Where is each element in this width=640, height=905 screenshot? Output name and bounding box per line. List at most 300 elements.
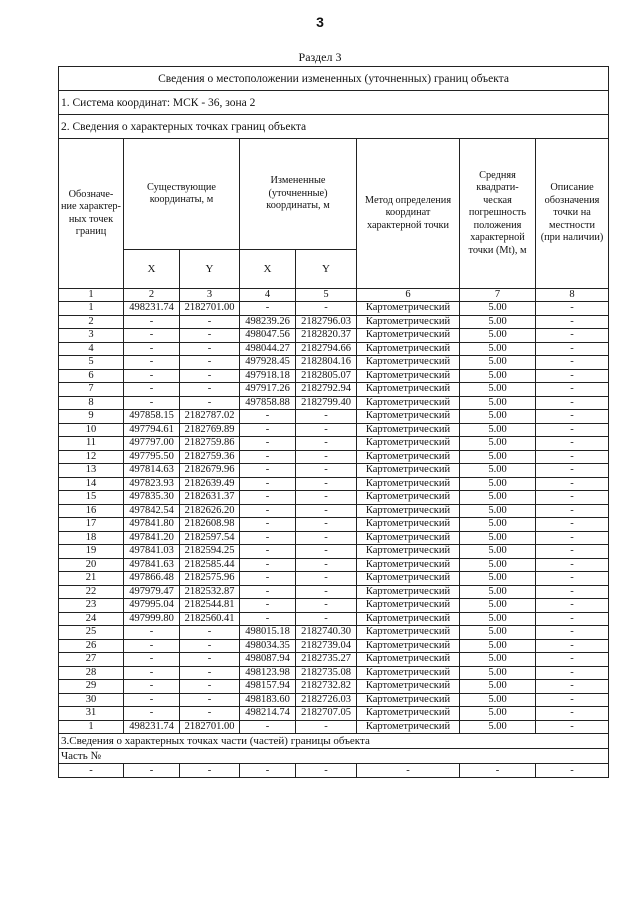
cell-point-id: 30 bbox=[59, 693, 124, 707]
cell-description: - bbox=[536, 585, 609, 599]
header-method: Метод определения координат характерной точки bbox=[357, 139, 460, 289]
cell-point-id: 15 bbox=[59, 491, 124, 505]
column-number: 3 bbox=[180, 289, 240, 302]
cell-existing-x: - bbox=[124, 666, 180, 680]
cell-description: - bbox=[536, 545, 609, 559]
cell-point-id: 19 bbox=[59, 545, 124, 559]
cell-accuracy: 5.00 bbox=[460, 666, 536, 680]
table-row bbox=[59, 423, 609, 437]
header-accuracy: Средняя квадрати-ческая погрешность положения характерной точки (Mt), м bbox=[460, 139, 536, 289]
cell-accuracy: 5.00 bbox=[460, 329, 536, 343]
table-row bbox=[59, 342, 609, 356]
cell-changed-y: - bbox=[296, 572, 357, 586]
cell-changed-y: 2182804.16 bbox=[296, 356, 357, 370]
cell-changed-x: 497917.26 bbox=[240, 383, 296, 397]
cell-empty: - bbox=[124, 764, 180, 778]
cell-existing-x: - bbox=[124, 329, 180, 343]
cell-point-id: 16 bbox=[59, 504, 124, 518]
cell-method: Картометрический bbox=[357, 531, 460, 545]
coord-system: 1. Система координат: МСК - 36, зона 2 bbox=[59, 91, 609, 115]
cell-point-id: 12 bbox=[59, 450, 124, 464]
table-row bbox=[59, 396, 609, 410]
cell-accuracy: 5.00 bbox=[460, 504, 536, 518]
cell-changed-y: 2182794.66 bbox=[296, 342, 357, 356]
cell-method: Картометрический bbox=[357, 356, 460, 370]
cell-changed-y: - bbox=[296, 423, 357, 437]
cell-accuracy: 5.00 bbox=[460, 315, 536, 329]
cell-point-id: 29 bbox=[59, 680, 124, 694]
cell-accuracy: 5.00 bbox=[460, 518, 536, 532]
cell-existing-x: - bbox=[124, 342, 180, 356]
cell-changed-y: 2182799.40 bbox=[296, 396, 357, 410]
cell-method: Картометрический bbox=[357, 572, 460, 586]
cell-changed-x: 497918.18 bbox=[240, 369, 296, 383]
cell-point-id: 20 bbox=[59, 558, 124, 572]
cell-accuracy: 5.00 bbox=[460, 450, 536, 464]
cell-description: - bbox=[536, 464, 609, 478]
cell-changed-x: - bbox=[240, 302, 296, 316]
cell-description: - bbox=[536, 491, 609, 505]
cell-changed-x: - bbox=[240, 423, 296, 437]
cell-point-id: 1 bbox=[59, 720, 124, 734]
table-row bbox=[59, 693, 609, 707]
table-row bbox=[59, 680, 609, 694]
cell-changed-y: - bbox=[296, 518, 357, 532]
parts-heading: 3.Сведения о характерных точках части (частей) границы объекта bbox=[59, 734, 609, 749]
cell-method: Картометрический bbox=[357, 599, 460, 613]
cell-point-id: 9 bbox=[59, 410, 124, 424]
header-changed: Измененные (уточненные) координаты, м bbox=[240, 139, 357, 250]
cell-existing-x: - bbox=[124, 707, 180, 721]
cell-accuracy: 5.00 bbox=[460, 356, 536, 370]
cell-accuracy: 5.00 bbox=[460, 423, 536, 437]
cell-accuracy: 5.00 bbox=[460, 477, 536, 491]
cell-changed-x: 498015.18 bbox=[240, 626, 296, 640]
cell-method: Картометрический bbox=[357, 518, 460, 532]
cell-changed-x: - bbox=[240, 585, 296, 599]
cell-changed-y: 2182739.04 bbox=[296, 639, 357, 653]
cell-existing-x: 498231.74 bbox=[124, 720, 180, 734]
cell-changed-y: 2182805.07 bbox=[296, 369, 357, 383]
cell-existing-y: 2182560.41 bbox=[180, 612, 240, 626]
cell-existing-y: 2182759.36 bbox=[180, 450, 240, 464]
cell-existing-x: 497995.04 bbox=[124, 599, 180, 613]
header-changed-y: Y bbox=[296, 250, 357, 289]
cell-point-id: 26 bbox=[59, 639, 124, 653]
cell-changed-y: 2182792.94 bbox=[296, 383, 357, 397]
cell-existing-y: 2182759.86 bbox=[180, 437, 240, 451]
cell-empty: - bbox=[180, 764, 240, 778]
cell-method: Картометрический bbox=[357, 383, 460, 397]
cell-description: - bbox=[536, 707, 609, 721]
cell-existing-y: - bbox=[180, 626, 240, 640]
cell-method: Картометрический bbox=[357, 396, 460, 410]
cell-accuracy: 5.00 bbox=[460, 585, 536, 599]
cell-accuracy: 5.00 bbox=[460, 572, 536, 586]
cell-existing-y: 2182585.44 bbox=[180, 558, 240, 572]
cell-point-id: 27 bbox=[59, 653, 124, 667]
cell-changed-y: - bbox=[296, 450, 357, 464]
cell-accuracy: 5.00 bbox=[460, 612, 536, 626]
cell-description: - bbox=[536, 612, 609, 626]
cell-existing-x: 497842.54 bbox=[124, 504, 180, 518]
cell-method: Картометрический bbox=[357, 626, 460, 640]
cell-changed-x: - bbox=[240, 464, 296, 478]
cell-existing-x: - bbox=[124, 653, 180, 667]
cell-accuracy: 5.00 bbox=[460, 396, 536, 410]
cell-method: Картометрический bbox=[357, 410, 460, 424]
cell-existing-x: - bbox=[124, 693, 180, 707]
cell-changed-y: - bbox=[296, 491, 357, 505]
cell-existing-y: 2182701.00 bbox=[180, 302, 240, 316]
cell-existing-y: - bbox=[180, 666, 240, 680]
cell-changed-y: - bbox=[296, 302, 357, 316]
cell-empty: - bbox=[296, 764, 357, 778]
cell-method: Картометрический bbox=[357, 302, 460, 316]
cell-changed-x: 498214.74 bbox=[240, 707, 296, 721]
table-row bbox=[59, 477, 609, 491]
cell-existing-x: 497795.50 bbox=[124, 450, 180, 464]
cell-point-id: 28 bbox=[59, 666, 124, 680]
cell-accuracy: 5.00 bbox=[460, 653, 536, 667]
cell-method: Картометрический bbox=[357, 437, 460, 451]
cell-changed-x: - bbox=[240, 477, 296, 491]
cell-description: - bbox=[536, 302, 609, 316]
cell-changed-x: 498034.35 bbox=[240, 639, 296, 653]
cell-existing-y: - bbox=[180, 693, 240, 707]
cell-existing-y: 2182769.89 bbox=[180, 423, 240, 437]
cell-changed-x: - bbox=[240, 720, 296, 734]
cell-accuracy: 5.00 bbox=[460, 302, 536, 316]
table-row bbox=[59, 315, 609, 329]
cell-point-id: 3 bbox=[59, 329, 124, 343]
cell-changed-y: - bbox=[296, 477, 357, 491]
cell-description: - bbox=[536, 410, 609, 424]
cell-point-id: 7 bbox=[59, 383, 124, 397]
table-row bbox=[59, 464, 609, 478]
header-existing-x: X bbox=[124, 250, 180, 289]
header-changed-x: X bbox=[240, 250, 296, 289]
table-row bbox=[59, 707, 609, 721]
table-row bbox=[59, 329, 609, 343]
cell-accuracy: 5.00 bbox=[460, 369, 536, 383]
table-row bbox=[59, 491, 609, 505]
cell-changed-x: 498239.26 bbox=[240, 315, 296, 329]
cell-accuracy: 5.00 bbox=[460, 720, 536, 734]
cell-existing-y: - bbox=[180, 707, 240, 721]
table-row bbox=[59, 410, 609, 424]
cell-existing-x: - bbox=[124, 315, 180, 329]
cell-existing-x: 497797.00 bbox=[124, 437, 180, 451]
cell-point-id: 14 bbox=[59, 477, 124, 491]
cell-changed-x: - bbox=[240, 531, 296, 545]
cell-point-id: 8 bbox=[59, 396, 124, 410]
cell-existing-x: - bbox=[124, 639, 180, 653]
cell-method: Картометрический bbox=[357, 477, 460, 491]
cell-accuracy: 5.00 bbox=[460, 383, 536, 397]
cell-empty: - bbox=[460, 764, 536, 778]
cell-method: Картометрический bbox=[357, 707, 460, 721]
cell-accuracy: 5.00 bbox=[460, 680, 536, 694]
cell-changed-y: - bbox=[296, 504, 357, 518]
points-heading: 2. Сведения о характерных точках границ объекта bbox=[59, 115, 609, 139]
cell-description: - bbox=[536, 504, 609, 518]
cell-existing-y: 2182679.96 bbox=[180, 464, 240, 478]
cell-existing-y: 2182639.49 bbox=[180, 477, 240, 491]
cell-description: - bbox=[536, 720, 609, 734]
cell-existing-y: - bbox=[180, 356, 240, 370]
cell-description: - bbox=[536, 396, 609, 410]
cell-accuracy: 5.00 bbox=[460, 693, 536, 707]
cell-method: Картометрический bbox=[357, 450, 460, 464]
cell-point-id: 2 bbox=[59, 315, 124, 329]
cell-existing-x: - bbox=[124, 626, 180, 640]
cell-description: - bbox=[536, 653, 609, 667]
cell-changed-y: - bbox=[296, 545, 357, 559]
cell-changed-x: - bbox=[240, 504, 296, 518]
cell-changed-y: 2182735.27 bbox=[296, 653, 357, 667]
cell-description: - bbox=[536, 518, 609, 532]
cell-existing-y: 2182626.20 bbox=[180, 504, 240, 518]
cell-point-id: 6 bbox=[59, 369, 124, 383]
cell-accuracy: 5.00 bbox=[460, 558, 536, 572]
cell-existing-y: 2182594.25 bbox=[180, 545, 240, 559]
cell-method: Картометрический bbox=[357, 653, 460, 667]
cell-point-id: 5 bbox=[59, 356, 124, 370]
cell-method: Картометрический bbox=[357, 558, 460, 572]
cell-existing-x: 497835.30 bbox=[124, 491, 180, 505]
cell-description: - bbox=[536, 423, 609, 437]
cell-accuracy: 5.00 bbox=[460, 599, 536, 613]
column-numbers-row bbox=[59, 289, 609, 302]
table-row bbox=[59, 639, 609, 653]
cell-description: - bbox=[536, 531, 609, 545]
cell-description: - bbox=[536, 626, 609, 640]
cell-description: - bbox=[536, 680, 609, 694]
cell-existing-y: 2182575.96 bbox=[180, 572, 240, 586]
table-row bbox=[59, 518, 609, 532]
cell-existing-x: 497814.63 bbox=[124, 464, 180, 478]
cell-description: - bbox=[536, 383, 609, 397]
cell-changed-x: - bbox=[240, 437, 296, 451]
cell-existing-x: 497999.80 bbox=[124, 612, 180, 626]
cell-changed-x: - bbox=[240, 518, 296, 532]
cell-changed-x: 498123.98 bbox=[240, 666, 296, 680]
cell-existing-y: - bbox=[180, 315, 240, 329]
cell-point-id: 18 bbox=[59, 531, 124, 545]
cell-existing-y: 2182701.00 bbox=[180, 720, 240, 734]
table-row bbox=[59, 302, 609, 316]
table-row bbox=[59, 626, 609, 640]
cell-changed-x: - bbox=[240, 599, 296, 613]
cell-point-id: 24 bbox=[59, 612, 124, 626]
cell-changed-y: 2182732.82 bbox=[296, 680, 357, 694]
header-description: Описание обозначения точки на местности (при наличии) bbox=[536, 139, 609, 289]
cell-changed-x: - bbox=[240, 545, 296, 559]
cell-existing-y: - bbox=[180, 342, 240, 356]
cell-changed-x: 497928.45 bbox=[240, 356, 296, 370]
cell-description: - bbox=[536, 356, 609, 370]
cell-changed-x: - bbox=[240, 612, 296, 626]
cell-existing-y: - bbox=[180, 680, 240, 694]
cell-changed-y: 2182726.03 bbox=[296, 693, 357, 707]
table-row bbox=[59, 572, 609, 586]
part-label: Часть № bbox=[59, 749, 609, 764]
column-number: 6 bbox=[357, 289, 460, 302]
cell-existing-x: 497841.03 bbox=[124, 545, 180, 559]
cell-accuracy: 5.00 bbox=[460, 626, 536, 640]
table-row bbox=[59, 531, 609, 545]
cell-changed-y: 2182820.37 bbox=[296, 329, 357, 343]
cell-changed-y: - bbox=[296, 437, 357, 451]
cell-accuracy: 5.00 bbox=[460, 639, 536, 653]
table-row bbox=[59, 450, 609, 464]
cell-point-id: 4 bbox=[59, 342, 124, 356]
table-row bbox=[59, 653, 609, 667]
column-number: 4 bbox=[240, 289, 296, 302]
column-number: 8 bbox=[536, 289, 609, 302]
table-row bbox=[59, 437, 609, 451]
cell-description: - bbox=[536, 369, 609, 383]
table-title: Сведения о местоположении измененных (уточненных) границ объекта bbox=[59, 67, 609, 91]
cell-existing-x: - bbox=[124, 680, 180, 694]
cell-existing-x: 497823.93 bbox=[124, 477, 180, 491]
cell-method: Картометрический bbox=[357, 504, 460, 518]
column-number: 5 bbox=[296, 289, 357, 302]
table-row bbox=[59, 720, 609, 734]
cell-existing-x: 497841.63 bbox=[124, 558, 180, 572]
header-existing: Существующие координаты, м bbox=[124, 139, 240, 250]
cell-existing-x: 498231.74 bbox=[124, 302, 180, 316]
cell-method: Картометрический bbox=[357, 720, 460, 734]
cell-changed-y: - bbox=[296, 599, 357, 613]
cell-description: - bbox=[536, 329, 609, 343]
cell-changed-x: - bbox=[240, 558, 296, 572]
table-row bbox=[59, 369, 609, 383]
cell-changed-y: - bbox=[296, 410, 357, 424]
cell-changed-x: 498087.94 bbox=[240, 653, 296, 667]
table-row bbox=[59, 504, 609, 518]
cell-existing-y: - bbox=[180, 369, 240, 383]
section-label: Раздел 3 bbox=[298, 50, 342, 64]
table-row bbox=[59, 585, 609, 599]
cell-changed-x: - bbox=[240, 572, 296, 586]
cell-existing-x: 497979.47 bbox=[124, 585, 180, 599]
cell-method: Картометрический bbox=[357, 315, 460, 329]
cell-point-id: 25 bbox=[59, 626, 124, 640]
cell-existing-x: 497866.48 bbox=[124, 572, 180, 586]
cell-point-id: 31 bbox=[59, 707, 124, 721]
cell-description: - bbox=[536, 450, 609, 464]
cell-description: - bbox=[536, 558, 609, 572]
cell-method: Картометрический bbox=[357, 666, 460, 680]
table-row bbox=[59, 599, 609, 613]
cell-description: - bbox=[536, 477, 609, 491]
table-row bbox=[59, 612, 609, 626]
table-row bbox=[59, 545, 609, 559]
cell-changed-x: 497858.88 bbox=[240, 396, 296, 410]
table-row bbox=[59, 356, 609, 370]
table-row bbox=[59, 558, 609, 572]
cell-existing-y: 2182544.81 bbox=[180, 599, 240, 613]
cell-existing-x: - bbox=[124, 356, 180, 370]
cell-empty: - bbox=[240, 764, 296, 778]
cell-method: Картометрический bbox=[357, 423, 460, 437]
cell-changed-x: - bbox=[240, 410, 296, 424]
cell-changed-y: - bbox=[296, 612, 357, 626]
cell-method: Картометрический bbox=[357, 491, 460, 505]
cell-existing-x: 497841.20 bbox=[124, 531, 180, 545]
column-number: 7 bbox=[460, 289, 536, 302]
cell-empty: - bbox=[59, 764, 124, 778]
page-number: 3 bbox=[316, 14, 324, 30]
cell-point-id: 21 bbox=[59, 572, 124, 586]
cell-description: - bbox=[536, 599, 609, 613]
cell-existing-x: 497841.80 bbox=[124, 518, 180, 532]
cell-changed-y: - bbox=[296, 464, 357, 478]
cell-accuracy: 5.00 bbox=[460, 545, 536, 559]
cell-existing-y: 2182787.02 bbox=[180, 410, 240, 424]
cell-existing-y: - bbox=[180, 653, 240, 667]
cell-accuracy: 5.00 bbox=[460, 464, 536, 478]
table-row bbox=[59, 383, 609, 397]
cell-existing-x: - bbox=[124, 383, 180, 397]
cell-changed-x: 498047.56 bbox=[240, 329, 296, 343]
cell-changed-y: - bbox=[296, 720, 357, 734]
cell-method: Картометрический bbox=[357, 464, 460, 478]
boundary-table bbox=[58, 66, 609, 778]
cell-existing-y: - bbox=[180, 329, 240, 343]
cell-empty: - bbox=[536, 764, 609, 778]
cell-changed-x: 498157.94 bbox=[240, 680, 296, 694]
cell-accuracy: 5.00 bbox=[460, 531, 536, 545]
cell-method: Картометрический bbox=[357, 693, 460, 707]
cell-description: - bbox=[536, 342, 609, 356]
cell-changed-x: - bbox=[240, 450, 296, 464]
cell-changed-x: 498044.27 bbox=[240, 342, 296, 356]
table-row bbox=[59, 666, 609, 680]
cell-point-id: 17 bbox=[59, 518, 124, 532]
cell-method: Картометрический bbox=[357, 369, 460, 383]
cell-description: - bbox=[536, 693, 609, 707]
cell-existing-x: 497858.15 bbox=[124, 410, 180, 424]
cell-existing-x: - bbox=[124, 396, 180, 410]
cell-existing-y: - bbox=[180, 383, 240, 397]
cell-method: Картометрический bbox=[357, 612, 460, 626]
cell-existing-y: 2182597.54 bbox=[180, 531, 240, 545]
cell-changed-x: 498183.60 bbox=[240, 693, 296, 707]
cell-description: - bbox=[536, 666, 609, 680]
cell-accuracy: 5.00 bbox=[460, 437, 536, 451]
cell-point-id: 10 bbox=[59, 423, 124, 437]
cell-changed-y: - bbox=[296, 585, 357, 599]
empty-part-row bbox=[59, 764, 609, 778]
cell-changed-y: 2182796.03 bbox=[296, 315, 357, 329]
cell-description: - bbox=[536, 315, 609, 329]
cell-accuracy: 5.00 bbox=[460, 491, 536, 505]
cell-method: Картометрический bbox=[357, 680, 460, 694]
cell-existing-y: 2182532.87 bbox=[180, 585, 240, 599]
cell-changed-y: - bbox=[296, 531, 357, 545]
cell-changed-y: 2182707.05 bbox=[296, 707, 357, 721]
column-number: 1 bbox=[59, 289, 124, 302]
cell-method: Картометрический bbox=[357, 329, 460, 343]
cell-empty: - bbox=[357, 764, 460, 778]
header-designation: Обозначе-ние характер-ных точек границ bbox=[59, 139, 124, 289]
cell-existing-y: - bbox=[180, 396, 240, 410]
cell-description: - bbox=[536, 639, 609, 653]
cell-existing-x: 497794.61 bbox=[124, 423, 180, 437]
